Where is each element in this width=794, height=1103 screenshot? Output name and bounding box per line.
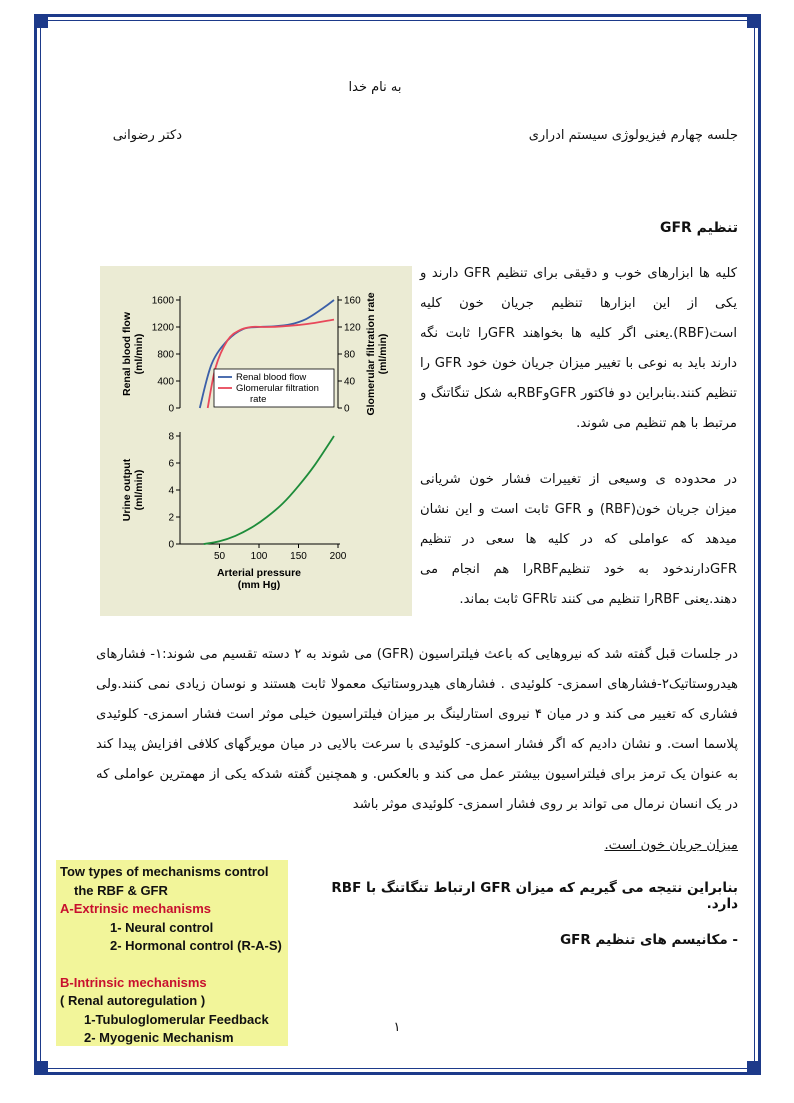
corner-ornament (747, 1061, 761, 1075)
lecturer-name: دکتر رضوانی (112, 128, 182, 143)
corner-ornament (747, 14, 761, 28)
section-title: تنظیم GFR (659, 220, 738, 236)
mech-line1: Tow types of mechanisms control (60, 864, 269, 879)
conclusion: بنابراین نتیجه می گیریم که میزان GFR ارتباط تنگاتنگ با RBF دارد. (331, 880, 738, 912)
y-tick-label: 2 (168, 512, 174, 524)
mech-intrinsic-title: B-Intrinsic mechanisms (60, 974, 207, 990)
legend (214, 369, 334, 407)
y-tick-label: 800 (157, 349, 174, 361)
y-tick-label: 1200 (151, 322, 174, 334)
y2-tick-label: 0 (344, 403, 350, 415)
legend-label: Renal blood flow (236, 372, 307, 383)
autoregulation-figure (100, 266, 412, 616)
mech-tgf: 1-Tubuloglomerular Feedback (84, 1011, 269, 1027)
y-tick-label: 1600 (151, 295, 174, 307)
x-axis-unit: (mm Hg) (237, 579, 281, 591)
urine-output-plot (121, 432, 347, 592)
x-tick-label: 200 (329, 551, 347, 562)
paragraph-autoregulation: در محدوده ی وسیعی از تغییرات فشار خون شریانی میزان جریان خون(RBF) و GFR ثابت است و این نشان میدهد که عواملی که در کلیه ها سعی در تنظیم GFRدارندخود به خود تنظیمRBFرا هم انجام می دهند.یعنی RBFرا تنظیم می کنند تاGFR ثابت بماند. (420, 472, 737, 607)
figure-panel (100, 266, 412, 616)
underlined-phrase: میزان جریان خون است. (604, 838, 738, 853)
mechanisms-heading: - مکانیسم های تنظیم GFR (560, 932, 738, 948)
y2-tick-label: 120 (344, 322, 361, 334)
corner-ornament (34, 14, 48, 28)
mech-neural: 1- Neural control (110, 919, 214, 935)
y-axis-title: Renal blood flow(ml/min) (121, 312, 145, 396)
x-tick-label: 150 (290, 551, 307, 562)
page-number: ۱ (393, 1020, 401, 1035)
mech-extrinsic-title: A-Extrinsic mechanisms (60, 901, 212, 916)
mechanisms-box (56, 860, 288, 1046)
x-tick-label: 50 (213, 551, 226, 562)
x-axis-title: Arterial pressure (216, 567, 302, 579)
corner-ornament (34, 1061, 48, 1075)
paragraph-intro: کلیه ها ابزارهای خوب و دقیقی برای تنظیم GFR دارند و یکی از این ابزارها تنظیم جریان خون کلیه است(RBF).یعنی اگر کلیه ها بخواهند GFRرا ثابت نگه دارند باید به نوعی با تغییر میزان جریان خون خود GFR را تنظیم کنند.بنابراین دو فاکتور GFRوRBFبه شکل تنگاتنگ و مرتبط با هم تنظیم می شوند. (420, 266, 738, 431)
y2-axis-title: Glomerular filtration rate(ml/min) (365, 292, 389, 416)
y-tick-label: 400 (157, 376, 174, 388)
session-title: جلسه چهارم فیزیولوژی سیستم ادراری (528, 128, 738, 143)
y-tick-label: 4 (168, 485, 174, 497)
x-tick-label: 100 (250, 551, 268, 562)
y-tick-label: 0 (168, 539, 174, 551)
mech-line2: the RBF & GFR (74, 882, 168, 898)
mech-hormonal: 2- Hormonal control (R-A-S) (110, 938, 282, 953)
series-line-1 (204, 436, 334, 544)
y-tick-label: 6 (168, 458, 174, 470)
y2-tick-label: 40 (344, 376, 356, 388)
paragraph-end (400, 838, 738, 853)
y-tick-label: 8 (168, 431, 174, 443)
mech-autoregulation: ( Renal autoregulation ) (60, 993, 206, 1008)
y-axis-title: Urine output(ml/min) (121, 458, 145, 522)
rbf-gfr-plot (121, 292, 389, 415)
bismillah: به نام خدا (348, 80, 402, 95)
y2-tick-label: 160 (344, 295, 361, 307)
y2-tick-label: 80 (344, 349, 356, 361)
mech-myogenic: 2- Myogenic Mechanism (84, 1030, 234, 1045)
y-tick-label: 0 (168, 403, 174, 415)
legend-label: Glomerular filtration rate (236, 383, 319, 405)
paragraph-starling: در جلسات قبل گفته شد که نیروهایی که باعث فیلتراسیون (GFR) می شوند به ۲ دسته تقسیم می شوند:۱- فشارهای هیدروستاتیک۲-فشارهای اسمزی- کلوئیدی . فشارهای هیدروستاتیک معمولا ثابت هستند و نوسان زیادی نمی کنند.ولی فشاری که تغییر می کند و در میان ۴ نیروی استارلینگ بر میزان فیلتراسیون خیلی موثر است فشار اسمزی- کلوئیدی پلاسما است. و نشان دادیم که اگر فشار اسمزی- کلوئیدی با سرعت بالایی در میان مویرگهای کلافی افزایش پیدا کند به عنوان یک ترمز برای فیلتراسیون بیشتر عمل می کند و بالعکس. و همچنین گفته شدکه یکی از مهمترین عواملی که در یک انسان نرمال می تواند بر روی فشار اسمزی- کلوئیدی موثر باشد (96, 647, 738, 812)
